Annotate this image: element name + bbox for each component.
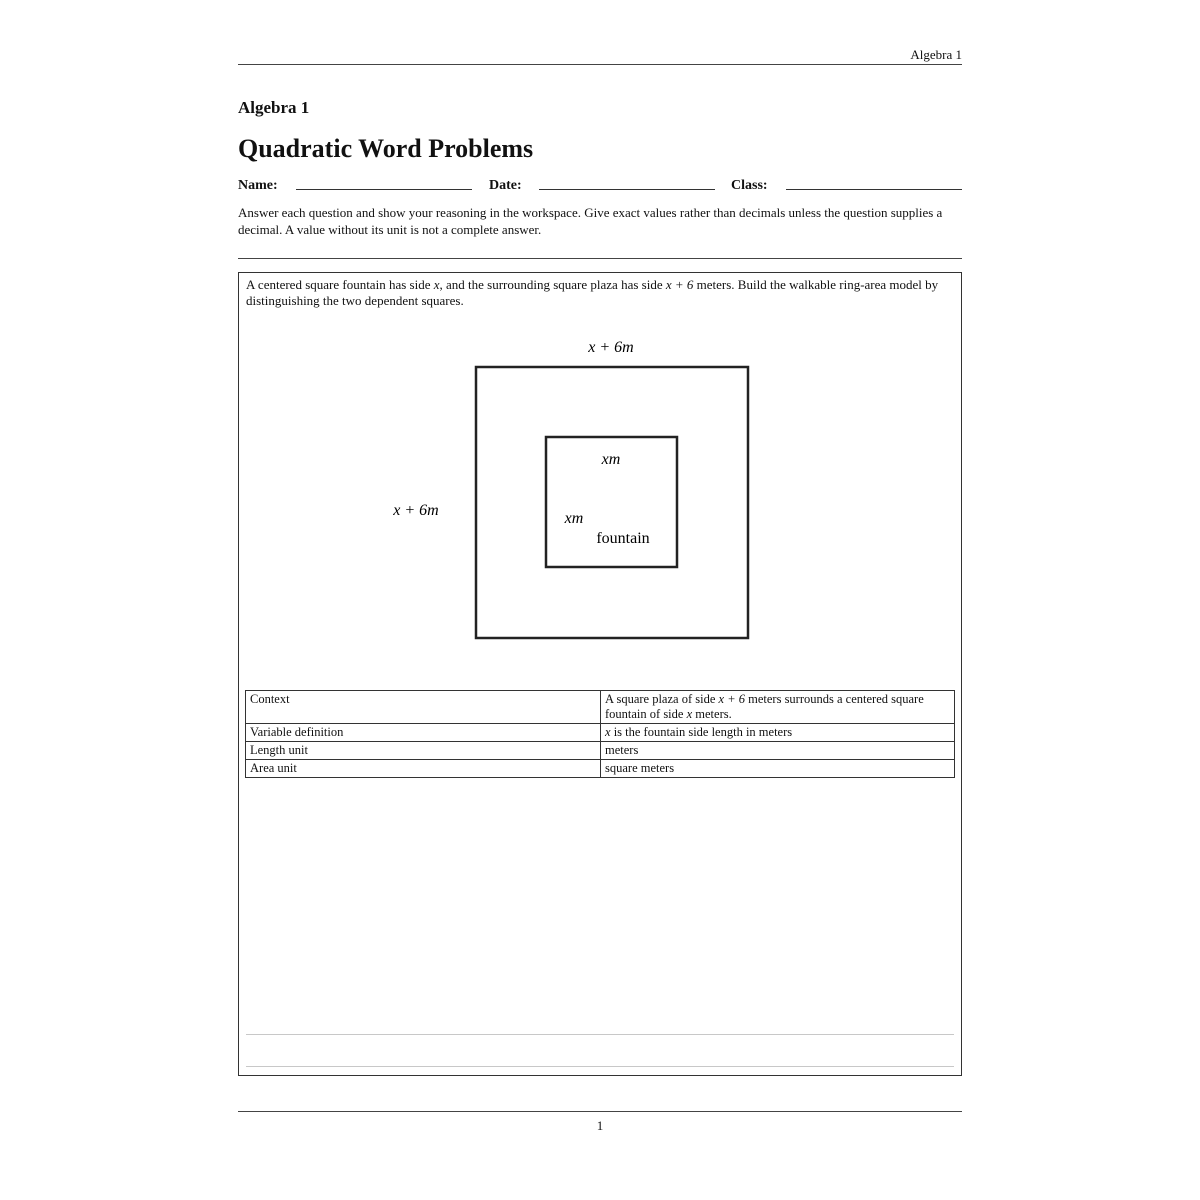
workspace-line[interactable] [246, 1066, 954, 1067]
table-cell-value: x is the fountain side length in meters [601, 724, 955, 742]
table-cell-value: meters [601, 742, 955, 760]
table-row [246, 691, 955, 724]
subject-heading: Algebra 1 [238, 98, 310, 117]
page-number: 1 [596, 1118, 604, 1133]
class-label: Class: [731, 178, 768, 193]
table-row [246, 724, 955, 742]
date-field[interactable] [539, 189, 715, 190]
section-rule [238, 258, 962, 259]
class-field[interactable] [786, 189, 962, 190]
problem-prompt: A centered square fountain has side x, and the surrounding square plaza has side x + 6 meters. Build the walkable ring-area model by distinguishing the two dependent squares. [246, 277, 939, 308]
fountain-side-label: xm [564, 510, 584, 527]
date-label: Date: [489, 178, 522, 193]
table-cell-label: Variable definition [246, 724, 601, 742]
fountain-plaza-diagram [238, 320, 960, 660]
name-field[interactable] [296, 189, 472, 190]
table-row [246, 742, 955, 760]
instructions: Answer each question and show your reasoning in the workspace. Give exact values rather than decimals unless the question supplies a decimal. A value without its unit is not a complete answer. [238, 205, 943, 237]
problem-info-table [245, 690, 955, 778]
plaza-side-label: x + 6m [393, 502, 439, 519]
table-cell-value: square meters [601, 760, 955, 778]
table-cell-label: Length unit [246, 742, 601, 760]
page-title: Quadratic Word Problems [238, 134, 534, 163]
table-row [246, 760, 955, 778]
fountain-top-label: xm [601, 451, 621, 468]
plaza-top-label: x + 6m [588, 339, 634, 356]
plaza-square [476, 367, 748, 638]
fountain-name-label: fountain [596, 530, 650, 547]
workspace-line[interactable] [246, 1034, 954, 1035]
header-rule [238, 64, 962, 65]
table-cell-label: Area unit [246, 760, 601, 778]
name-label: Name: [238, 178, 278, 193]
table-cell-label: Context [246, 691, 601, 724]
footer-rule [238, 1111, 962, 1112]
running-header: Algebra 1 [910, 47, 962, 62]
table-cell-value: A square plaza of side x + 6 meters surrounds a centered square fountain of side x meters. [601, 691, 955, 724]
